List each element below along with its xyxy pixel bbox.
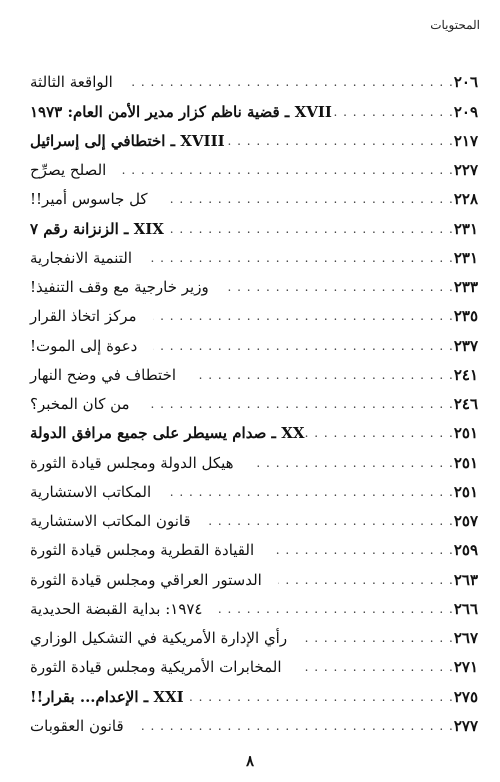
dot-leader	[148, 250, 454, 267]
toc-entry[interactable]	[24, 530, 482, 559]
toc-entry[interactable]	[24, 472, 482, 501]
toc-entry-title: قانون المكاتب الاستشارية	[30, 512, 191, 530]
toc-entry-page: ٢٧١	[453, 658, 478, 677]
toc-entry[interactable]	[24, 676, 482, 705]
toc-entry-title: الواقعة الثالثة	[30, 73, 113, 92]
toc-entry[interactable]	[24, 121, 482, 150]
dot-leader	[153, 308, 454, 325]
dot-leader	[225, 133, 454, 150]
dot-leader	[207, 513, 454, 530]
toc-entry-title: XX ـ صدام يسيطر على جميع مرافق الدولة	[30, 424, 305, 443]
toc-entry-page: ٢٧٥	[453, 687, 478, 706]
dot-leader	[122, 162, 454, 179]
dot-leader	[278, 572, 454, 589]
toc-entry-page: ٢٣٥	[453, 307, 478, 326]
dot-leader	[146, 396, 454, 413]
toc-entry[interactable]	[24, 706, 482, 735]
toc-entry-page: ٢٤٦	[453, 395, 478, 413]
toc-entry[interactable]	[24, 442, 482, 471]
toc-entry-page: ٢٥١	[453, 453, 478, 472]
toc-entry-title: المكاتب الاستشارية	[30, 482, 152, 501]
toc-entry[interactable]	[24, 647, 482, 676]
toc-entry-title: هيكل الدولة ومجلس قيادة الثورة	[30, 453, 234, 472]
dot-leader	[164, 191, 454, 208]
page-number: ٨	[245, 752, 255, 770]
toc-entry[interactable]	[24, 267, 482, 296]
dot-leader	[332, 104, 454, 121]
toc-entry-page: ٢٣١	[453, 219, 478, 238]
toc-entry[interactable]	[24, 62, 482, 91]
toc-entry[interactable]	[24, 355, 482, 384]
toc-entry-title: اختطاف في وضح النهار	[30, 365, 177, 384]
toc-entry-page: ٢٦٣	[453, 570, 478, 589]
toc-entry-title: المخابرات الأمريكية ومجلس قيادة الثورة	[30, 658, 282, 677]
dot-leader	[192, 367, 454, 384]
dot-leader	[153, 338, 454, 355]
toc-entry[interactable]	[24, 296, 482, 325]
toc-entry[interactable]	[24, 384, 482, 413]
dot-leader	[250, 455, 454, 472]
toc-entry-title: دعوة إلى الموت!	[30, 336, 138, 355]
toc-entry[interactable]	[24, 589, 482, 618]
dot-leader	[167, 484, 454, 501]
toc-entry-title: التنمية الانفجارية	[30, 248, 132, 267]
toc-entry[interactable]	[24, 413, 482, 442]
table-of-contents	[24, 62, 482, 735]
toc-entry-page: ٢٧٧	[453, 716, 478, 735]
toc-entry[interactable]	[24, 150, 482, 179]
toc-entry-page: ٢٥٧	[453, 512, 478, 530]
toc-entry-title: الدستور العراقي ومجلس قيادة الثورة	[30, 570, 262, 589]
dot-leader	[298, 659, 454, 676]
running-header: المحتويات	[430, 18, 480, 32]
toc-entry-title: وزير خارجية مع وقف التنفيذ!	[30, 278, 209, 296]
dot-leader	[164, 221, 454, 238]
dot-leader	[270, 542, 454, 559]
toc-entry-page: ٢١٧	[453, 131, 478, 150]
toc-entry[interactable]	[24, 501, 482, 530]
toc-entry-page: ٢٠٦	[453, 73, 478, 92]
toc-entry-title: XVIII ـ اختطافي إلى إسرائيل	[30, 131, 225, 150]
toc-entry-title: XVII ـ قضية ناظم كزار مدير الأمن العام: ١٩٧٣	[30, 102, 332, 121]
dot-leader	[219, 601, 454, 618]
dot-leader	[303, 630, 454, 647]
dot-leader	[225, 279, 454, 296]
toc-entry-page: ٢٥١	[453, 424, 478, 443]
dot-leader	[184, 689, 454, 706]
toc-entry-page: ٢٦٦	[453, 599, 478, 618]
toc-entry-title: قانون العقوبات	[30, 716, 124, 735]
toc-entry-page: ٢٢٨	[453, 190, 478, 209]
toc-entry-page: ٢٣٧	[453, 336, 478, 355]
toc-entry-page: ٢٠٩	[453, 102, 478, 121]
toc-entry-page: ٢٤١	[453, 365, 478, 384]
toc-entry-title: من كان المخبر؟	[30, 395, 130, 413]
dot-leader	[129, 74, 454, 91]
toc-entry[interactable]	[24, 325, 482, 354]
toc-entry-title: الصلح يصرِّح	[30, 161, 107, 179]
toc-entry-title: القيادة القطرية ومجلس قيادة الثورة	[30, 541, 255, 560]
toc-entry-page: ٢٥٩	[453, 541, 478, 560]
toc-entry-title: مركز اتخاذ القرار	[30, 307, 137, 326]
toc-entry-title: XIX ـ الزنزانة رقم ٧	[30, 219, 164, 238]
dot-leader	[140, 718, 454, 735]
toc-entry-title: XXI ـ الإعدام... بقرار!!	[30, 687, 184, 706]
toc-entry-page: ٢٥١	[453, 482, 478, 501]
toc-entry[interactable]	[24, 618, 482, 647]
toc-entry-title: ١٩٧٤: بداية القبضة الحديدية	[30, 599, 203, 618]
toc-entry[interactable]	[24, 238, 482, 267]
toc-entry[interactable]	[24, 91, 482, 120]
toc-entry[interactable]	[24, 179, 482, 208]
toc-entry-page: ٢٣١	[453, 248, 478, 267]
toc-entry[interactable]	[24, 559, 482, 588]
toc-entry-page: ٢٦٧	[453, 629, 478, 647]
toc-entry[interactable]	[24, 208, 482, 237]
toc-entry-page: ٢٣٣	[453, 278, 478, 296]
toc-entry-title: كل جاسوس أمير!!	[30, 190, 148, 209]
dot-leader	[304, 425, 453, 442]
toc-entry-title: رأي الإدارة الأمريكية في التشكيل الوزاري	[30, 629, 288, 647]
toc-entry-page: ٢٢٧	[453, 161, 478, 179]
